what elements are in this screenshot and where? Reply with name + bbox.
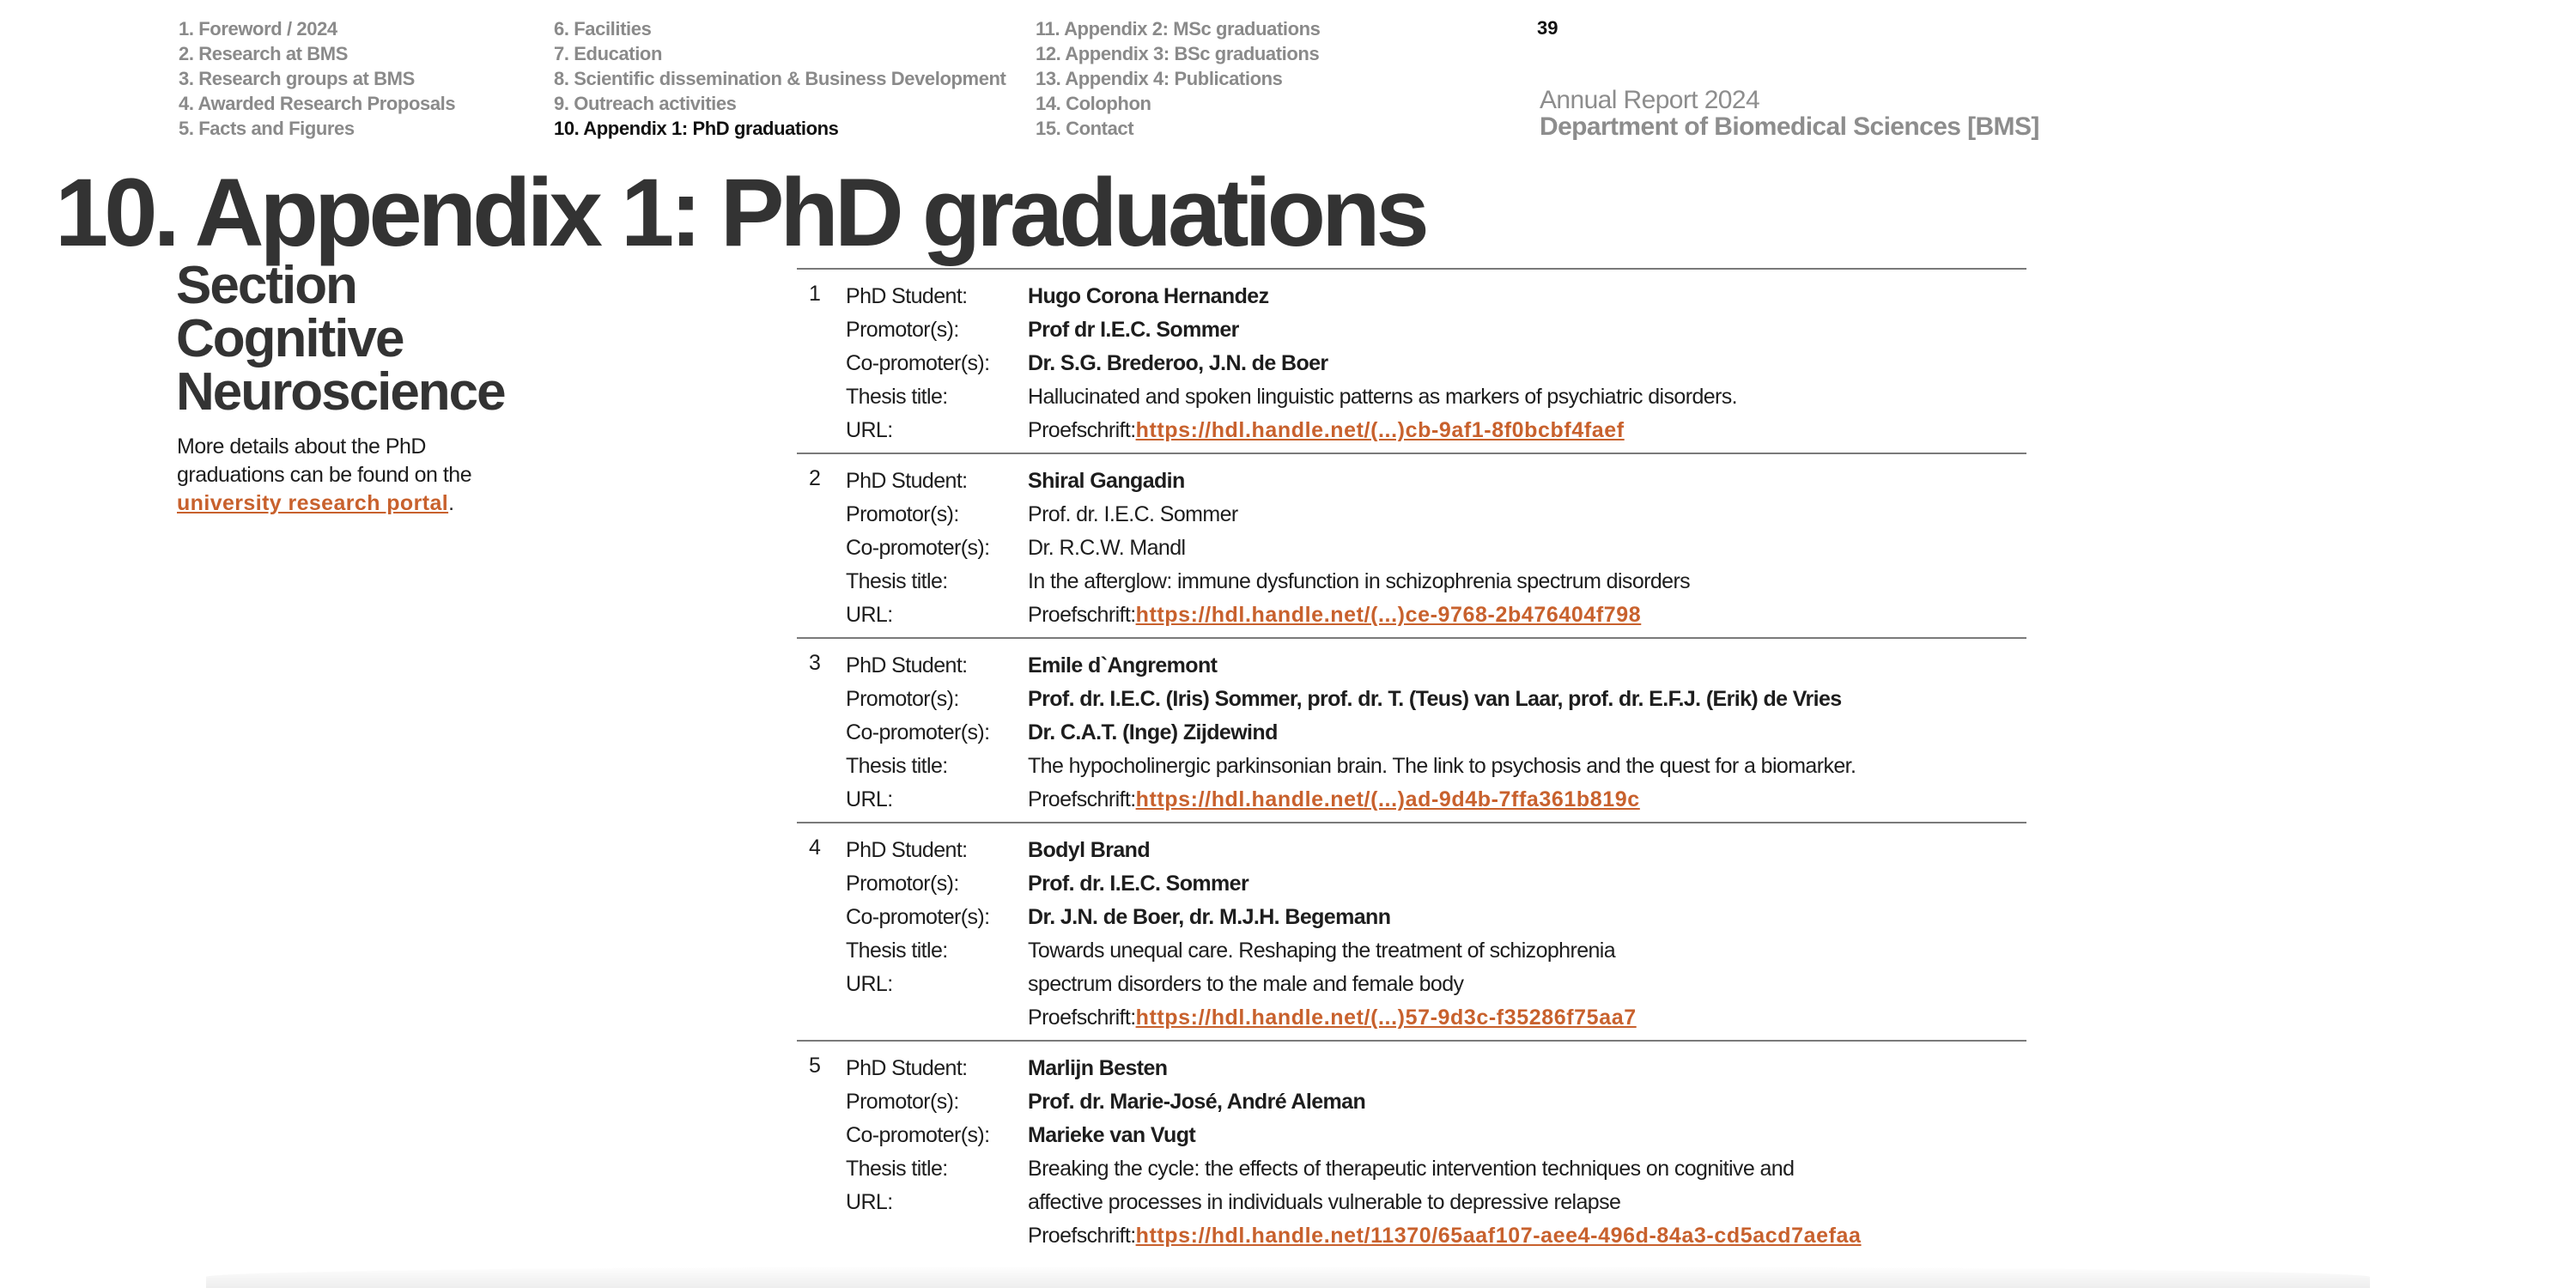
nav-item[interactable]: 13. Appendix 4: Publications bbox=[1036, 68, 1283, 89]
field-value: Towards unequal care. Reshaping the treatment of schizophrenia bbox=[1028, 939, 1616, 963]
page-number: 39 bbox=[1537, 17, 1558, 39]
thesis-title-row bbox=[797, 1186, 2026, 1219]
nav-item[interactable]: 11. Appendix 2: MSc graduations bbox=[1036, 18, 1321, 39]
nav-item[interactable]: 9. Outreach activities bbox=[554, 93, 737, 114]
thesis-url-link[interactable]: https://hdl.handle.net/(...)ad-9d4b-7ffa361b819c bbox=[1135, 787, 1640, 811]
field-value: Dr. R.C.W. Mandl bbox=[1028, 536, 1186, 560]
report-title: Annual Report 2024 bbox=[1540, 86, 1760, 114]
field-value: Prof dr I.E.C. Sommer bbox=[1028, 318, 1239, 342]
field-value: Hugo Corona Hernandez bbox=[1028, 284, 1269, 308]
thesis-url-link[interactable]: https://hdl.handle.net/(...)57-9d3c-f35286f75aa7 bbox=[1135, 1005, 1637, 1030]
field-label-spacer bbox=[846, 1219, 1028, 1253]
field-value bbox=[1028, 1219, 1862, 1253]
field-value bbox=[1028, 598, 1641, 632]
proefschrift-label: Proefschrift: bbox=[1028, 603, 1136, 627]
field-label: PhD Student: bbox=[846, 653, 968, 677]
field-value: Dr. C.A.T. (Inge) Zijdewind bbox=[1028, 720, 1278, 744]
promotors-row bbox=[797, 313, 2026, 347]
field-label: Promotor(s): bbox=[846, 687, 959, 711]
thesis-title-row bbox=[797, 565, 2026, 598]
nav-item[interactable]: 7. Education bbox=[554, 43, 662, 64]
field-label: PhD Student: bbox=[846, 469, 968, 493]
field-value: Marieke van Vugt bbox=[1028, 1123, 1196, 1147]
entry-number: 5 bbox=[809, 1054, 821, 1078]
copromotors-row bbox=[797, 347, 2026, 380]
thesis-title-row bbox=[797, 1152, 2026, 1186]
field-label: URL: bbox=[846, 972, 893, 996]
promotors-row bbox=[797, 1085, 2026, 1119]
graduation-entry bbox=[797, 453, 2026, 637]
graduation-list bbox=[797, 268, 2026, 1258]
field-label: Co-promoter(s): bbox=[846, 536, 990, 560]
url-row bbox=[797, 598, 2026, 632]
phd-student-row bbox=[797, 649, 2026, 683]
nav-item[interactable]: 10. Appendix 1: PhD graduations bbox=[554, 118, 839, 139]
section-note bbox=[177, 433, 520, 518]
page-shadow bbox=[206, 1266, 2370, 1288]
field-label-spacer bbox=[846, 1001, 1028, 1035]
field-label: PhD Student: bbox=[846, 1056, 968, 1080]
field-label: Thesis title: bbox=[846, 569, 948, 593]
field-label: Thesis title: bbox=[846, 385, 948, 409]
nav-column-1 bbox=[179, 16, 455, 141]
field-label: Promotor(s): bbox=[846, 318, 959, 342]
field-value: spectrum disorders to the male and female body bbox=[1028, 972, 1464, 996]
field-value: Prof. dr. I.E.C. Sommer bbox=[1028, 872, 1249, 896]
copromotors-row bbox=[797, 901, 2026, 934]
field-value: Prof. dr. I.E.C. Sommer bbox=[1028, 502, 1238, 526]
field-value: In the afterglow: immune dysfunction in schizophrenia spectrum disorders bbox=[1028, 569, 1691, 593]
promotors-row bbox=[797, 683, 2026, 716]
field-label: PhD Student: bbox=[846, 838, 968, 862]
copromotors-row bbox=[797, 532, 2026, 565]
field-value bbox=[1028, 1001, 1637, 1035]
department-title: Department of Biomedical Sciences [BMS] bbox=[1540, 112, 2039, 141]
nav-item[interactable]: 8. Scientific dissemination & Business Development bbox=[554, 68, 1006, 89]
field-label: Promotor(s): bbox=[846, 1090, 959, 1114]
section-title-line: Cognitive bbox=[176, 309, 404, 368]
promotors-row bbox=[797, 867, 2026, 901]
section-title-line: Section bbox=[176, 256, 356, 315]
thesis-url-link[interactable]: https://hdl.handle.net/(...)ce-9768-2b476404f798 bbox=[1135, 603, 1642, 627]
copromotors-row bbox=[797, 716, 2026, 750]
field-label: Co-promoter(s): bbox=[846, 1123, 990, 1147]
proefschrift-label: Proefschrift: bbox=[1028, 1224, 1136, 1248]
nav-item[interactable]: 1. Foreword / 2024 bbox=[179, 18, 337, 39]
entry-number: 4 bbox=[809, 835, 821, 860]
field-value: The hypocholinergic parkinsonian brain. The link to psychosis and the quest for a biomarker. bbox=[1028, 754, 1856, 778]
field-label: URL: bbox=[846, 787, 893, 811]
thesis-title-row bbox=[797, 750, 2026, 783]
field-value: Dr. S.G. Brederoo, J.N. de Boer bbox=[1028, 351, 1328, 375]
graduation-entry bbox=[797, 637, 2026, 822]
nav-item[interactable]: 15. Contact bbox=[1036, 118, 1134, 139]
research-portal-link[interactable]: university research portal bbox=[177, 491, 449, 515]
phd-student-row bbox=[797, 1052, 2026, 1085]
field-label: URL: bbox=[846, 418, 893, 442]
field-value: Marlijn Besten bbox=[1028, 1056, 1168, 1080]
field-label: Co-promoter(s): bbox=[846, 351, 990, 375]
graduation-entry bbox=[797, 268, 2026, 453]
section-title bbox=[176, 256, 537, 422]
phd-student-row bbox=[797, 280, 2026, 313]
promotors-row bbox=[797, 498, 2026, 532]
field-label: Thesis title: bbox=[846, 1157, 948, 1181]
phd-student-row bbox=[797, 834, 2026, 867]
nav-item[interactable]: 3. Research groups at BMS bbox=[179, 68, 415, 89]
field-value: Prof. dr. Marie-José, André Aleman bbox=[1028, 1090, 1366, 1114]
field-label: URL: bbox=[846, 603, 893, 627]
field-label: Promotor(s): bbox=[846, 502, 959, 526]
field-value: Breaking the cycle: the effects of therapeutic intervention techniques on cognitive and bbox=[1028, 1157, 1795, 1181]
field-label: Thesis title: bbox=[846, 754, 948, 778]
field-label: Co-promoter(s): bbox=[846, 905, 990, 929]
nav-item[interactable]: 5. Facts and Figures bbox=[179, 118, 355, 139]
copromotors-row bbox=[797, 1119, 2026, 1152]
section-note-text: More details about the PhD graduations can be found on the bbox=[177, 434, 472, 487]
field-value: Shiral Gangadin bbox=[1028, 469, 1185, 493]
phd-student-row bbox=[797, 465, 2026, 498]
nav-column-3 bbox=[1036, 16, 1321, 141]
field-value: Prof. dr. I.E.C. (Iris) Sommer, prof. dr. T. (Teus) van Laar, prof. dr. E.F.J. (Erik) de Vries bbox=[1028, 687, 1842, 711]
url-row bbox=[797, 414, 2026, 447]
field-label: Co-promoter(s): bbox=[846, 720, 990, 744]
entry-number: 1 bbox=[809, 282, 821, 306]
thesis-url-link[interactable]: https://hdl.handle.net/(...)cb-9af1-8f0bcbf4faef bbox=[1135, 418, 1625, 442]
field-value: Bodyl Brand bbox=[1028, 838, 1151, 862]
graduation-entry bbox=[797, 1040, 2026, 1258]
thesis-title-row bbox=[797, 380, 2026, 414]
field-value: Emile d`Angremont bbox=[1028, 653, 1218, 677]
proefschrift-label: Proefschrift: bbox=[1028, 1005, 1136, 1030]
entry-number: 3 bbox=[809, 651, 821, 675]
thesis-title-row bbox=[797, 934, 2026, 968]
proefschrift-label: Proefschrift: bbox=[1028, 787, 1136, 811]
url-row bbox=[797, 1219, 2026, 1253]
nav-item[interactable]: 6. Facilities bbox=[554, 18, 652, 39]
nav-item[interactable]: 12. Appendix 3: BSc graduations bbox=[1036, 43, 1320, 64]
thesis-title-row bbox=[797, 968, 2026, 1001]
field-label: PhD Student: bbox=[846, 284, 968, 308]
field-value: Hallucinated and spoken linguistic patterns as markers of psychiatric disorders. bbox=[1028, 385, 1738, 409]
section-title-line: Neuroscience bbox=[176, 362, 505, 422]
nav-column-2 bbox=[554, 16, 1006, 141]
proefschrift-label: Proefschrift: bbox=[1028, 418, 1136, 442]
field-value: affective processes in individuals vulnerable to depressive relapse bbox=[1028, 1190, 1621, 1214]
section-note-end: . bbox=[448, 491, 454, 515]
url-row bbox=[797, 1001, 2026, 1035]
field-label: URL: bbox=[846, 1190, 893, 1214]
graduation-entry bbox=[797, 822, 2026, 1040]
field-value bbox=[1028, 414, 1625, 447]
field-label: Thesis title: bbox=[846, 939, 948, 963]
nav-item[interactable]: 14. Colophon bbox=[1036, 93, 1151, 114]
field-value: Dr. J.N. de Boer, dr. M.J.H. Begemann bbox=[1028, 905, 1391, 929]
url-row bbox=[797, 783, 2026, 817]
chapter-title: 10. Appendix 1: PhD graduations bbox=[55, 159, 1425, 266]
nav-item[interactable]: 4. Awarded Research Proposals bbox=[179, 93, 456, 114]
nav-item[interactable]: 2. Research at BMS bbox=[179, 43, 348, 64]
entry-number: 2 bbox=[809, 466, 821, 490]
thesis-url-link[interactable]: https://hdl.handle.net/11370/65aaf107-aee4-496d-84a3-cd5acd7aefaa bbox=[1135, 1224, 1862, 1248]
field-label: Promotor(s): bbox=[846, 872, 959, 896]
field-value bbox=[1028, 783, 1640, 817]
